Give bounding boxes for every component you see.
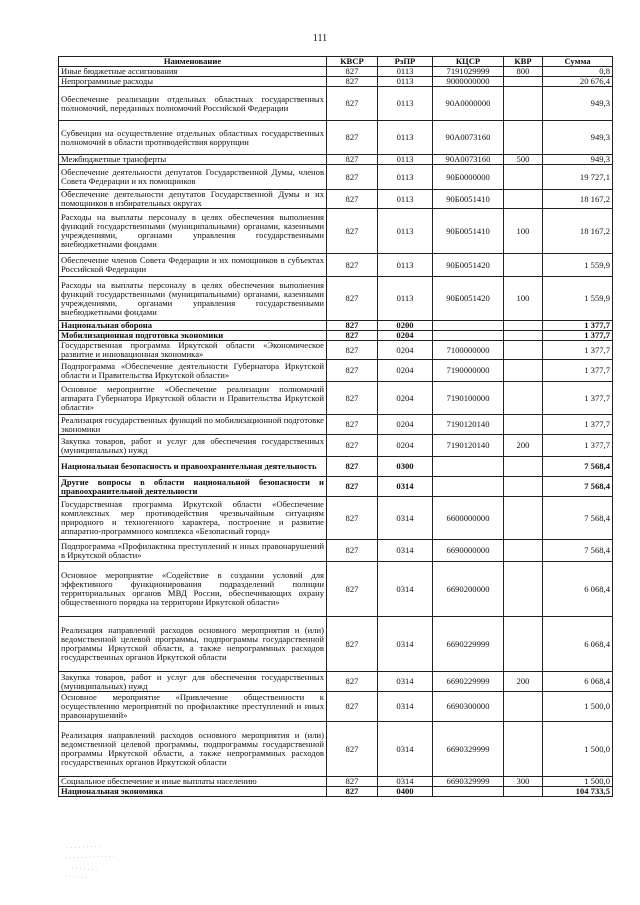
- cell-kvsr: 827: [327, 787, 378, 797]
- cell-name: Реализация государственных функций по мобилизационной подготовке экономики: [59, 415, 327, 435]
- cell-name: Мобилизационная подготовка экономики: [59, 331, 327, 341]
- cell-sum: 1 500,0: [543, 777, 613, 787]
- cell-kvr: [504, 692, 543, 722]
- table-row: [59, 672, 613, 692]
- cell-name: Государственная программа Иркутской области «Экономическое развитие и инновационная экономика»: [59, 341, 327, 360]
- cell-sum: 1 500,0: [543, 722, 613, 777]
- cell-kvsr: 827: [327, 77, 378, 87]
- table-row: [59, 331, 613, 341]
- cell-rzpr: 0113: [378, 254, 433, 277]
- cell-kvr: 100: [504, 209, 543, 254]
- cell-kvr: [504, 722, 543, 777]
- cell-kvsr: 827: [327, 209, 378, 254]
- table-row: [59, 540, 613, 562]
- cell-kvsr: 827: [327, 190, 378, 209]
- table-row: [59, 341, 613, 360]
- cell-kcsr: 6690300000: [433, 692, 504, 722]
- cell-kcsr: [433, 321, 504, 331]
- cell-kvsr: 827: [327, 540, 378, 562]
- cell-kvr: 100: [504, 277, 543, 321]
- cell-kvsr: 827: [327, 321, 378, 331]
- table-row: [59, 692, 613, 722]
- cell-kcsr: 6690329999: [433, 777, 504, 787]
- cell-sum: 1 377,7: [543, 321, 613, 331]
- cell-rzpr: 0113: [378, 155, 433, 165]
- table-row: [59, 165, 613, 190]
- cell-sum: 6 068,4: [543, 672, 613, 692]
- cell-kvr: [504, 121, 543, 155]
- cell-sum: 1 500,0: [543, 692, 613, 722]
- cell-rzpr: 0204: [378, 382, 433, 415]
- table-row: [59, 321, 613, 331]
- cell-kvr: [504, 477, 543, 497]
- cell-sum: 19 727,1: [543, 165, 613, 190]
- cell-sum: 7 568,4: [543, 540, 613, 562]
- cell-kvr: [504, 787, 543, 797]
- cell-rzpr: 0314: [378, 617, 433, 672]
- cell-sum: 7 568,4: [543, 497, 613, 540]
- cell-rzpr: 0400: [378, 787, 433, 797]
- cell-kvr: [504, 360, 543, 382]
- cell-kcsr: 6690229999: [433, 672, 504, 692]
- cell-name: Закупка товаров, работ и услуг для обеспечения государственных (муниципальных) нужд: [59, 672, 327, 692]
- cell-kvr: [504, 165, 543, 190]
- cell-kvr: 200: [504, 435, 543, 457]
- cell-rzpr: 0204: [378, 415, 433, 435]
- cell-kvsr: 827: [327, 562, 378, 617]
- cell-rzpr: 0314: [378, 672, 433, 692]
- table-row: [59, 477, 613, 497]
- cell-kcsr: 6690000000: [433, 540, 504, 562]
- cell-kvr: [504, 540, 543, 562]
- cell-kvr: [504, 415, 543, 435]
- cell-sum: 949,3: [543, 155, 613, 165]
- cell-name: Субвенции на осуществление отдельных областных государственных полномочий в области противодействия коррупции: [59, 121, 327, 155]
- cell-kvr: [504, 321, 543, 331]
- cell-kcsr: 90Б0051410: [433, 209, 504, 254]
- cell-kvr: [504, 341, 543, 360]
- cell-sum: 1 377,7: [543, 415, 613, 435]
- cell-rzpr: 0113: [378, 87, 433, 121]
- budget-table: [58, 56, 613, 797]
- cell-kvsr: 827: [327, 67, 378, 77]
- cell-kvr: 500: [504, 155, 543, 165]
- table-row: [59, 415, 613, 435]
- cell-rzpr: 0113: [378, 190, 433, 209]
- cell-rzpr: 0200: [378, 321, 433, 331]
- table-row: [59, 254, 613, 277]
- cell-rzpr: 0314: [378, 692, 433, 722]
- cell-kcsr: 9000000000: [433, 77, 504, 87]
- table-row: [59, 277, 613, 321]
- cell-kvsr: 827: [327, 672, 378, 692]
- header-kcsr: КЦСР: [433, 57, 504, 67]
- cell-sum: 1 559,9: [543, 254, 613, 277]
- cell-kvr: [504, 87, 543, 121]
- cell-kcsr: 6690229999: [433, 617, 504, 672]
- cell-kcsr: 7190120140: [433, 435, 504, 457]
- cell-sum: 1 377,7: [543, 382, 613, 415]
- cell-rzpr: 0314: [378, 722, 433, 777]
- table-row: [59, 777, 613, 787]
- table-body: [59, 67, 613, 797]
- page-number: 111: [312, 33, 328, 44]
- cell-name: Основное мероприятие «Содействие в создании условий для эффективного функционирования подразделений полиции территориальных органов МВД России, обеспечивающих охрану общественного порядка на территории Иркутской области»: [59, 562, 327, 617]
- cell-name: Национальная безопасность и правоохранительная деятельность: [59, 457, 327, 477]
- cell-kvr: [504, 77, 543, 87]
- cell-name: Другие вопросы в области национальной безопасности и правоохранительной деятельности: [59, 477, 327, 497]
- cell-name: Закупка товаров, работ и услуг для обеспечения государственных (муниципальных) нужд: [59, 435, 327, 457]
- table-row: [59, 67, 613, 77]
- cell-name: Подпрограмма «Обеспечение деятельности Губернатора Иркутской области и Правительства Иркутской области»: [59, 360, 327, 382]
- table-row: [59, 382, 613, 415]
- table-row: [59, 360, 613, 382]
- cell-kvr: [504, 190, 543, 209]
- cell-name: Подпрограмма «Профилактика преступлений и иных правонарушений в Иркутской области»: [59, 540, 327, 562]
- cell-kvr: [504, 497, 543, 540]
- cell-sum: 7 568,4: [543, 477, 613, 497]
- cell-sum: 1 377,7: [543, 341, 613, 360]
- cell-kvsr: 827: [327, 360, 378, 382]
- cell-name: Иные бюджетные ассигнования: [59, 67, 327, 77]
- cell-rzpr: 0314: [378, 777, 433, 787]
- cell-rzpr: 0204: [378, 435, 433, 457]
- cell-rzpr: 0113: [378, 165, 433, 190]
- cell-kvsr: 827: [327, 155, 378, 165]
- cell-sum: 1 377,7: [543, 331, 613, 341]
- cell-kvsr: 827: [327, 165, 378, 190]
- cell-sum: 1 377,7: [543, 360, 613, 382]
- cell-kcsr: 90Б0051420: [433, 254, 504, 277]
- cell-sum: 949,3: [543, 87, 613, 121]
- cell-kcsr: 6690329999: [433, 722, 504, 777]
- cell-sum: 1 559,9: [543, 277, 613, 321]
- cell-sum: 949,3: [543, 121, 613, 155]
- cell-kvsr: 827: [327, 382, 378, 415]
- cell-name: Обеспечение деятельности депутатов Государственной Думы, членов Совета Федерации и их помощников: [59, 165, 327, 190]
- cell-kvsr: 827: [327, 497, 378, 540]
- header-name: Наименование: [59, 57, 327, 67]
- cell-kvsr: 827: [327, 692, 378, 722]
- cell-rzpr: 0113: [378, 77, 433, 87]
- cell-name: Реализация направлений расходов основного мероприятия и (или) ведомственной целевой программы, подпрограммы государственной программы Иркутской области, а также непрограммных расходов государственных органов Иркутской области: [59, 617, 327, 672]
- cell-kcsr: 90Б0051420: [433, 277, 504, 321]
- table-row: [59, 562, 613, 617]
- table-row: [59, 722, 613, 777]
- cell-rzpr: 0204: [378, 341, 433, 360]
- cell-kvr: [504, 562, 543, 617]
- cell-name: Обеспечение членов Совета Федерации и их помощников в субъектах Российской Федерации: [59, 254, 327, 277]
- cell-kcsr: 90А0073160: [433, 155, 504, 165]
- cell-sum: 104 733,5: [543, 787, 613, 797]
- header-kvsr: КВСР: [327, 57, 378, 67]
- table-row: [59, 617, 613, 672]
- cell-name: Социальное обеспечение и иные выплаты населению: [59, 777, 327, 787]
- cell-kvr: [504, 617, 543, 672]
- cell-kcsr: 7100000000: [433, 341, 504, 360]
- cell-kvsr: 827: [327, 254, 378, 277]
- cell-name: Основное мероприятие «Обеспечение реализации полномочий аппарата Губернатора Иркутской области и Правительства Иркутской области»: [59, 382, 327, 415]
- cell-rzpr: 0113: [378, 121, 433, 155]
- cell-kcsr: 90Б0051410: [433, 190, 504, 209]
- header-rzpr: РзПР: [378, 57, 433, 67]
- cell-kcsr: [433, 457, 504, 477]
- cell-name: Государственная программа Иркутской области «Обеспечение комплексных мер противодействия чрезвычайным ситуациям природного и техногенного характера, построение и развитие аппаратно-программного комплекса «Безопасный город»: [59, 497, 327, 540]
- cell-kvsr: 827: [327, 87, 378, 121]
- cell-kcsr: [433, 331, 504, 341]
- cell-sum: 6 068,4: [543, 617, 613, 672]
- cell-kcsr: [433, 477, 504, 497]
- cell-kcsr: 90А0073160: [433, 121, 504, 155]
- cell-kvr: [504, 457, 543, 477]
- table-row: [59, 190, 613, 209]
- cell-name: Межбюджетные трансферты: [59, 155, 327, 165]
- cell-kcsr: 6690200000: [433, 562, 504, 617]
- cell-kvr: [504, 331, 543, 341]
- cell-name: Национальная экономика: [59, 787, 327, 797]
- table-row: [59, 77, 613, 87]
- cell-kvsr: 827: [327, 477, 378, 497]
- table-row: [59, 87, 613, 121]
- cell-kvsr: 827: [327, 121, 378, 155]
- cell-kcsr: 7190000000: [433, 360, 504, 382]
- cell-kvsr: 827: [327, 435, 378, 457]
- cell-name: Обеспечение реализации отдельных областных государственных полномочий, переданных полномочий Российской Федерации: [59, 87, 327, 121]
- cell-kvr: 300: [504, 777, 543, 787]
- table-row: [59, 155, 613, 165]
- cell-name: Обеспечение деятельности депутатов Государственной Думы и их помощников в избирательных округах: [59, 190, 327, 209]
- cell-name: Реализация направлений расходов основного мероприятия и (или) ведомственной целевой программы, подпрограммы государственной программы Иркутской области, а также непрограммных расходов государственных органов Иркутской области: [59, 722, 327, 777]
- table-header-row: [59, 57, 613, 67]
- cell-rzpr: 0314: [378, 562, 433, 617]
- cell-rzpr: 0300: [378, 457, 433, 477]
- table-row: [59, 121, 613, 155]
- cell-kcsr: 7191029999: [433, 67, 504, 77]
- table-row: [59, 209, 613, 254]
- cell-rzpr: 0113: [378, 67, 433, 77]
- cell-rzpr: 0113: [378, 209, 433, 254]
- cell-kcsr: 7190100000: [433, 382, 504, 415]
- header-sum: Сумма: [543, 57, 613, 67]
- cell-kvsr: 827: [327, 722, 378, 777]
- cell-name: Основное мероприятие «Привлечение общественности к осуществлению мероприятий по профилактике преступлений и иных правонарушений»: [59, 692, 327, 722]
- cell-kvsr: 827: [327, 277, 378, 321]
- table-row: [59, 787, 613, 797]
- cell-kvr: [504, 254, 543, 277]
- cell-kvsr: 827: [327, 777, 378, 787]
- table-row: [59, 497, 613, 540]
- cell-kvr: [504, 382, 543, 415]
- cell-sum: 18 167,2: [543, 209, 613, 254]
- cell-kcsr: 90Б0000000: [433, 165, 504, 190]
- cell-kcsr: 7190120140: [433, 415, 504, 435]
- header-kvr: КВР: [504, 57, 543, 67]
- cell-sum: 0,8: [543, 67, 613, 77]
- table-row: [59, 457, 613, 477]
- cell-sum: 6 068,4: [543, 562, 613, 617]
- cell-name: Расходы на выплаты персоналу в целях обеспечения выполнения функций государственными (муниципальными) органами, казенными учреждениями, органами управления государственными внебюджетными фондами: [59, 209, 327, 254]
- cell-kcsr: [433, 787, 504, 797]
- cell-sum: 18 167,2: [543, 190, 613, 209]
- cell-kvsr: 827: [327, 331, 378, 341]
- cell-rzpr: 0314: [378, 497, 433, 540]
- cell-kvsr: 827: [327, 457, 378, 477]
- cell-rzpr: 0113: [378, 277, 433, 321]
- table-row: [59, 435, 613, 457]
- cell-kvr: 800: [504, 67, 543, 77]
- cell-rzpr: 0204: [378, 360, 433, 382]
- cell-sum: 1 377,7: [543, 435, 613, 457]
- cell-sum: 7 568,4: [543, 457, 613, 477]
- cell-rzpr: 0204: [378, 331, 433, 341]
- cell-kvsr: 827: [327, 617, 378, 672]
- cell-rzpr: 0314: [378, 477, 433, 497]
- cell-kvsr: 827: [327, 341, 378, 360]
- cell-rzpr: 0314: [378, 540, 433, 562]
- cell-kvsr: 827: [327, 415, 378, 435]
- cell-name: Национальная оборона: [59, 321, 327, 331]
- cell-kvr: 200: [504, 672, 543, 692]
- faint-scan-marks: [62, 840, 152, 880]
- cell-kcsr: 90А0000000: [433, 87, 504, 121]
- cell-name: Непрограммные расходы: [59, 77, 327, 87]
- cell-kcsr: 6600000000: [433, 497, 504, 540]
- cell-sum: 20 676,4: [543, 77, 613, 87]
- cell-name: Расходы на выплаты персоналу в целях обеспечения выполнения функций государственными (муниципальными) органами, казенными учреждениями, органами управления государственными внебюджетными фондами: [59, 277, 327, 321]
